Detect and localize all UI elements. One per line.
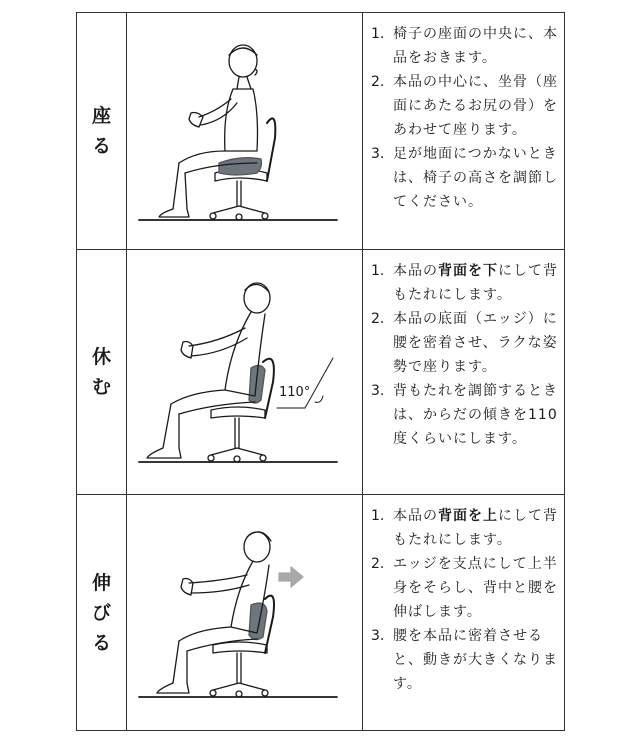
step-item: 1. 本品の背面を下にして背もたれにします。: [371, 263, 558, 303]
row-label-rest: 休 む: [91, 346, 111, 398]
cushion-illustration: [249, 603, 267, 640]
step-item: 3. 背もたれを調節するときは、からだの傾きを110度くらいにします。: [371, 383, 558, 447]
steps-cell: [363, 250, 565, 495]
step-item: 2. エッジを支点にして上半身をそらし、背中と腰を伸ばします。: [371, 556, 558, 620]
steps-cell: [363, 495, 565, 731]
step-item: 2. 本品の底面（エッジ）に腰を密着させ、ラクな姿勢で座ります。: [371, 311, 558, 375]
angle-label: 110°: [279, 385, 311, 400]
steps-list-rest: [371, 259, 558, 451]
steps-list-sit: [371, 22, 558, 214]
illustration-cell: [127, 495, 363, 731]
row-sit: [77, 13, 565, 250]
illustration-cell: [127, 13, 363, 250]
steps-cell: [363, 13, 565, 250]
step-item: 2. 本品の中心に、坐骨（座面にあたるお尻の骨）をあわせて座ります。: [371, 74, 558, 138]
step-item: 3. 足が地面につかないときは、椅子の高さを調節してください。: [371, 146, 558, 210]
usage-instructions-table: [76, 12, 565, 731]
row-stretch: [77, 495, 565, 731]
steps-list-stretch: [371, 504, 558, 696]
arrow-right-icon: [279, 567, 303, 587]
row-rest: [77, 250, 565, 495]
row-label-cell: [77, 250, 127, 495]
cushion-illustration: [219, 158, 262, 175]
step-item: 1. 本品の背面を上にして背もたれにします。: [371, 508, 558, 548]
row-label-sit: 座 る: [91, 105, 111, 157]
step-item: 3. 腰を本品に密着させると、動きが大きくなります。: [371, 628, 558, 692]
sitting-illustration: [127, 13, 363, 249]
stretching-illustration: [127, 495, 363, 730]
step-item: 1. 椅子の座面の中央に、本品をおきます。: [371, 26, 558, 66]
person-head: [229, 45, 257, 77]
row-label-cell: [77, 495, 127, 731]
row-label-stretch: 伸 び る: [91, 571, 111, 654]
illustration-cell: [127, 250, 363, 495]
row-label-cell: [77, 13, 127, 250]
resting-illustration: [127, 250, 363, 494]
